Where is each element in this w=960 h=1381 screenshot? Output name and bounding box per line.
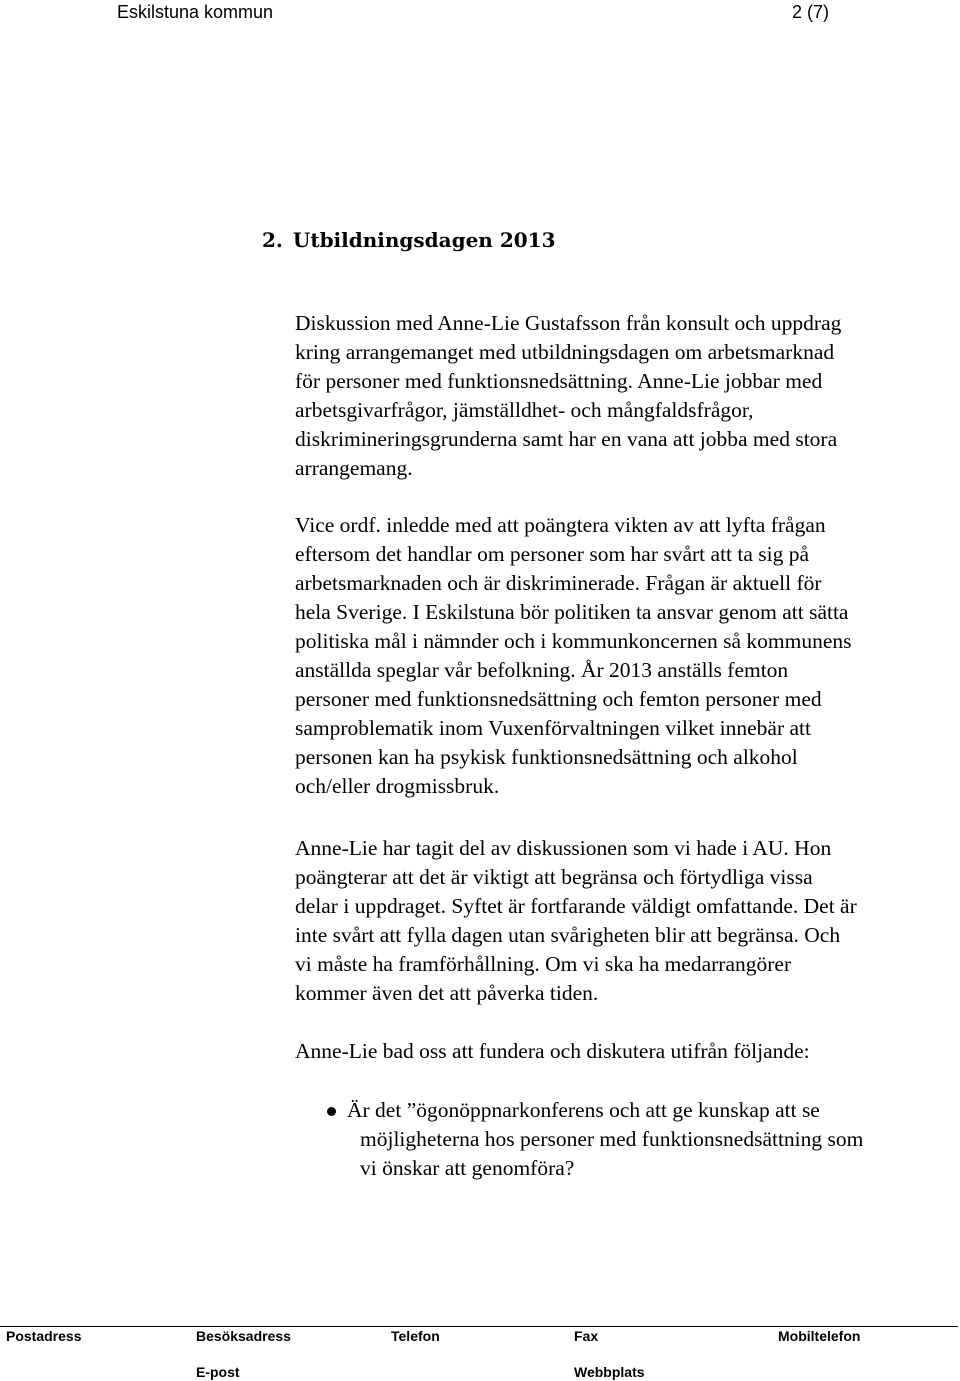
footer-epost-label: E-post xyxy=(196,1364,240,1380)
header-page-number: 2 (7) xyxy=(792,2,830,22)
paragraph-line: arbetsgivarfrågor, jämställdhet- och mångfaldsfrågor, xyxy=(295,398,754,422)
paragraph-line: poängterar att det är viktigt att begränsa och förtydliga vissa xyxy=(295,865,813,889)
paragraph-line: Anne-Lie bad oss att fundera och diskutera utifrån följande: xyxy=(295,1039,810,1063)
header-organization: Eskilstuna kommun xyxy=(117,2,274,22)
paragraph-line: arrangemang. xyxy=(295,456,413,480)
footer-postadress-label: Postadress xyxy=(6,1328,82,1344)
paragraph-line: hela Sverige. I Eskilstuna bör politiken ta ansvar genom att sätta xyxy=(295,600,849,624)
bullet-line: Är det ”ögonöppnarkonferens och att ge kunskap att se xyxy=(347,1098,820,1122)
footer-telefon-label: Telefon xyxy=(391,1328,440,1344)
footer-mobiltelefon-label: Mobiltelefon xyxy=(778,1328,861,1344)
paragraph-line: för personer med funktionsnedsättning. Anne-Lie jobbar med xyxy=(295,369,823,393)
section-heading xyxy=(262,226,555,254)
paragraph-line: Anne-Lie har tagit del av diskussionen som vi hade i AU. Hon xyxy=(295,836,832,860)
paragraph-line: inte svårt att fylla dagen utan svårigheten blir att begränsa. Och xyxy=(295,923,841,947)
section-number: 2. xyxy=(262,228,283,252)
paragraph-line: vi måste ha framförhållning. Om vi ska ha medarrangörer xyxy=(295,952,792,976)
paragraph-line: kommer även det att påverka tiden. xyxy=(295,981,599,1005)
paragraph-line: kring arrangemanget med utbildningsdagen om arbetsmarknad xyxy=(295,340,835,364)
bullet-list xyxy=(295,1096,863,1183)
paragraph-line: delar i uppdraget. Syftet är fortfarande väldigt omfattande. Det är xyxy=(295,894,857,918)
paragraph-line: anställda speglar vår befolkning. År 2013 anställs femton xyxy=(295,658,789,682)
paragraph-line: Diskussion med Anne-Lie Gustafsson från konsult och uppdrag xyxy=(295,311,842,335)
bullet-line: vi önskar att genomföra? xyxy=(360,1156,575,1180)
footer-besoksadress-label: Besöksadress xyxy=(196,1328,291,1344)
paragraph-line: diskrimineringsgrunderna samt har en vana att jobba med stora xyxy=(295,427,838,451)
bullet-dot-icon xyxy=(327,1107,336,1116)
paragraph-line: personer med funktionsnedsättning och femton personer med xyxy=(295,687,822,711)
paragraph-line: politiska mål i nämnder och i kommunkoncernen så kommunens xyxy=(295,629,852,653)
paragraph-line: Vice ordf. inledde med att poängtera vikten av att lyfta frågan xyxy=(295,513,826,537)
bullet-item xyxy=(295,1096,863,1183)
paragraph-line: och/eller drogmissbruk. xyxy=(295,774,500,798)
section-title: Utbildningsdagen 2013 xyxy=(292,228,556,252)
paragraph-1 xyxy=(295,309,841,483)
footer-webbplats-label: Webbplats xyxy=(574,1364,645,1380)
paragraph-line: arbetsmarknaden och är diskriminerade. Frågan är aktuell för xyxy=(295,571,822,595)
paragraph-line: eftersom det handlar om personer som har svårt att ta sig på xyxy=(295,542,810,566)
paragraph-2 xyxy=(295,511,852,801)
paragraph-3 xyxy=(295,834,857,1008)
paragraph-line: samproblematik inom Vuxenförvaltningen vilket innebär att xyxy=(295,716,811,740)
footer-fax-label: Fax xyxy=(574,1328,599,1344)
paragraph-line: personen kan ha psykisk funktionsnedsättning och alkohol xyxy=(295,745,798,769)
bullet-line: möjligheterna hos personer med funktionsnedsättning som xyxy=(360,1127,864,1151)
paragraph-4 xyxy=(295,1037,810,1066)
